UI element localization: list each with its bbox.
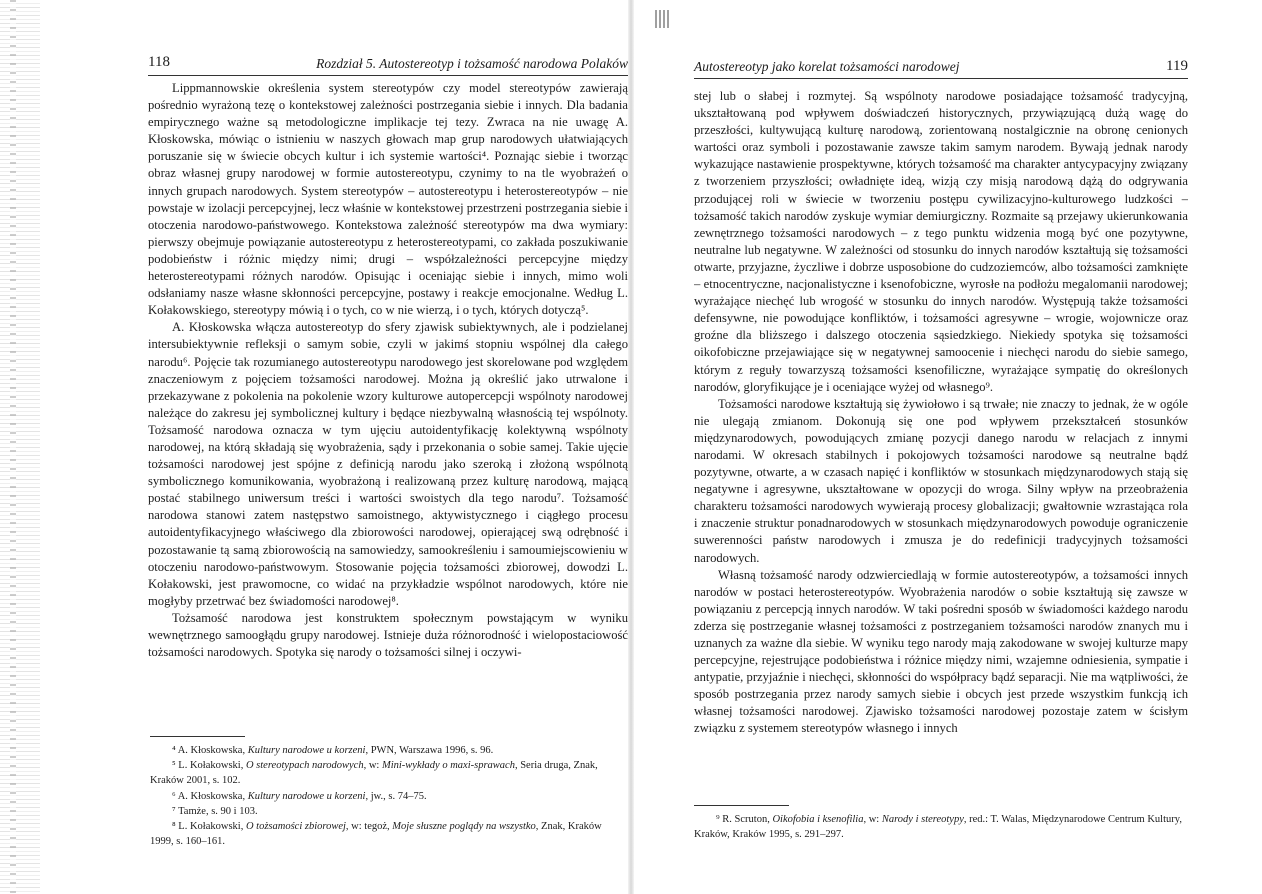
running-head: Autostereotyp jako korelat tożsamości narodowej (694, 59, 960, 74)
footnote: ⁴ A. Kłoskowska, Kultury narodowe u korzeni, PWN, Warszawa 1996, s. 96. (172, 745, 494, 756)
paragraph: Lippmannowskie określenia system stereotypów czy model stereotypów zawierają pośrednio wyrażoną tezę o kontekstowej zależności postrzegania siebie i innych. Dla badania empirycznego ważne są metodologiczne implikacje tej tezy. Zwraca na nie uwagę A. Kłoskowska, mówiąc o istnieniu w naszych głowach map grup narodowych ułatwiających poruszanie się w świecie obcych kultur i ich systemie wartości⁴. Poznając siebie i tworząc obraz własnej grupy narodowej w formie autostereotypu, czynimy to na tle wyobrażeń o innych grupach narodowych. System stereotypów – autostereotypu i heterostereotypów – nie powstaje w izolacji percepcyjnej, lecz właśnie w kontekstowej przestrzeni postrzegania siebie i otoczenia narodowo-państwowego. Kontekstowa zależność stereotypów ma dwa wymiary: pierwszy obejmuje powiązanie autostereotypu z heterostereotypami, co zakłada poszukiwanie podobieństw i różnic między nimi; drugi – współzależności percepcyjne między heterostereotypami różnych narodów. Opisując i oceniając siebie i innych, mimo woli odsłaniamy nasze własne skłonności percepcyjne, postawy i reakcje emocjonalne. Według L. Kołakowskiego, stereotypy mówią i o tych, co w nie wierzą, i o tych, których dotyczą⁵. (148, 81, 628, 318)
right-footnotes (694, 812, 1188, 842)
paragraph: A. Kłoskowska włącza autostereotyp do sfery zjawisk subiektywnych, ale i podzielanej intersubiektywnie refleksji o samym sobie, czyli w jakimś stopniu wspólnej dla całego narodu⁶. Pojęcie tak rozumianego autostereotypu narodowego jest skorelowane pod względem znaczeniowym z pojęciem tożsamości narodowej. Można ją określić jako utrwalone i przekazywane z pokolenia na pokolenie wzory kulturowe autopercepcji wspólnoty narodowej należące do zakresu jej symbolicznej kultury i będące niezbywalną własnością tej wspólnoty. Tożsamość narodowa oznacza w tym ujęciu autoidentyfikację kolektywną wspólnoty narodowej, na którą składają się wyobrażenia, sądy i przekonania o sobie samej. Takie ujęcie tożsamości narodowej jest spójne z definicją narodu jako szeroką i złożoną wspólnotą symbolicznego komunikowania, wyobrażoną i realizowaną przez kulturę narodową, mającą postać stabilnego uniwersum treści i wartości swoistych dla tego narodu⁷. Tożsamość narodowa stanowi zatem następstwo samoistnego, aktywistycznego i ciągłego procesu autoidentyfikacyjnego właściwego dla zbiorowości narodowej, opierającej swą odrębność i pozostawanie tą samą zbiorowością na samowiedzy, samookreśleniu i samoumiejscowieniu w otoczeniu narodowo-państwowym. Stosowanie pojęcia tożsamości zbiorowej, dowodzi L. Kołakowski, jest prawomocne, co widać na przykładzie wspólnot narodowych, które nie mogłyby przetrwać bez świadomości narodowej⁸. (148, 320, 628, 608)
header-rule (694, 78, 1188, 79)
footnote: ⁶ A. Kłoskowska, Kultury narodowe u korzeni, jw., s. 74–75. (172, 790, 427, 802)
footnote-rule (150, 736, 245, 737)
paragraph: Tożsamości narodowe kształtują się żywiołowo i są trwałe; nie znaczy to jednak, że w ogóle nie ulegają zmianom. Dokonują się one pod wpływem przekształceń stosunków międzynarodowych, powodujących zmianę pozycji danego narodu w relacjach z innymi narodami. W okresach stabilnych i pokojowych tożsamości narodowe są neutralne bądź pozytywne, otwarte, a w czasach napięć i konfliktów w stosunkach międzynarodowych stają się negatywne i agresywne, ukształtowane w opozycji do wroga. Silny wpływ na przeobrażenia charakteru tożsamości narodowych wywierają procesy globalizacji; gwałtownie wzrastająca rola i znaczenie struktur ponadnarodowych w stosunkach międzynarodowych powoduje ograniczenie suwerenności państw narodowych i zmusza je do redefinicji tradycyjnych tożsamości narodowych. (694, 396, 1188, 565)
paragraph: stej lub o słabej i rozmytej. Są wspólnoty narodowe posiadające tożsamość tradycyjną, ukształtowaną pod wpływem doświadczeń historycznych, przywiązującą dużą wagę do przeszłości, kultywującą kulturę narodową, zorientowaną nostalgicznie na obronę cenionych wartości oraz symboli i pozostawanie zawsze takim samym narodem. Bywają jednak narody wykazujące nastawienie prospektywne, których tożsamość ma charakter antycypacyjny związany z tworzeniem przyszłości; owładnięte ideą, wizją czy misją narodową dążą do odgrywania przodującej roli w świecie w tworzeniu postępu cywilizacyjno-kulturowego ludzkości – tożsamość takich narodów zyskuje wymiar demiurgiczny. Rozmaite są przejawy ukierunkowania zewnętrznego tożsamości narodowych – z tego punktu widzenia mogą być one pozytywne, neutralne lub negatywne. W zależności od stosunku do innych narodów kształtują się tożsamości otwarte, przyjazne, życzliwe i dobrze usposobione do cudzoziemców, albo tożsamości zamknięte – etnocentryczne, nacjonalistyczne i ksenofobiczne, wyrosłe na podłożu megalomanii narodowej; wyrażające niechęć lub wrogość w stosunku do innych narodów. Występują także tożsamości defensywne, nie powodujące konfliktów, i tożsamości agresywne – wrogie, wojownicze oraz groźne dla bliższego i dalszego otoczenia sąsiedzkiego. Niekiedy spotyka się tożsamości oikofobiczne przejawiające się w negatywnej samoocenie i niechęci narodu do siebie samego, którym z reguły towarzyszą tożsamości ksenofiliczne, wyrażające sympatię do określonych narodów, gloryfikujące je i oceniające wyżej od własnego⁹. (694, 89, 1188, 394)
footnote: ⁷ Tamże, s. 90 i 103. (172, 805, 258, 817)
footnote: ⁵ L. Kołakowski, O stereotypach narodowych, w: Mini-wykłady o maxi-sprawach, Seria druga, Znak, Kraków 2001, s. 102. (150, 760, 598, 787)
paragraph: Tożsamość narodowa jest konstruktem społecznym powstającym w wyniku wewnętrznego samoogłądu grupy narodowej. Istnieje duża różnorodność i wielopostaciowość tożsamości narodowych. Spotyka się narody o tożsamości silnej i oczywi- (148, 610, 628, 660)
header-rule (148, 75, 628, 76)
page-number: 118 (148, 54, 170, 70)
left-footnotes (150, 743, 620, 849)
running-head: Rozdział 5. Autostereotyp i tożsamość narodowa Polaków (316, 56, 628, 71)
left-page-body (148, 80, 628, 722)
right-page-body (694, 88, 1188, 793)
page-number: 119 (1166, 58, 1188, 74)
paragraph: Własną tożsamość narody odzwierciedlają w formie autostereotypów, a tożsamości innych narodów w postaci heterostereotypów. Wyobrażenia narodów o sobie kształtują się zawsze w powiązaniu z percepcją innych narodów. W taki pośredni sposób w świadomości każdego narodu zderza się postrzeganie własnej tożsamości z postrzeganiem tożsamości narodów znanych mu i uznanych za ważne dla siebie. W wyniku tego narody mają zakodowane w swojej kulturze mapy percepcyjne, rejestrujące podobieństwa i różnice między nimi, wzajemne odniesienia, sympatie i antypatie, przyjaźnie i niechęci, skłonności do współpracy bądź separacji. Nie ma wątpliwości, że sposób postrzegania przez narody samych siebie i obcych jest przede wszystkim funkcją ich własnej tożsamości narodowej. Zjawisko tożsamości narodowej pozostaje zatem w ścisłym związku z systemem stereotypów własnego i innych (694, 567, 1188, 736)
footnote: ⁹ R. Scruton, Oikofobia i ksenofilia, w: Narody i stereotypy, red.: T. Walas, Międzynarodowe Centrum Kultury, Kraków, Kraków 1995, s. 291–297. (694, 814, 1182, 841)
footnote-rule (694, 805, 789, 806)
right-page (632, 0, 1262, 894)
left-page (0, 0, 630, 894)
footnote: ⁸ L. Kołakowski, O tożsamości zbiorowej, w: tegoż, Moje słuszne poglądy na wszystko, Znak, Kraków 1999, s. 160–161. (150, 821, 602, 848)
